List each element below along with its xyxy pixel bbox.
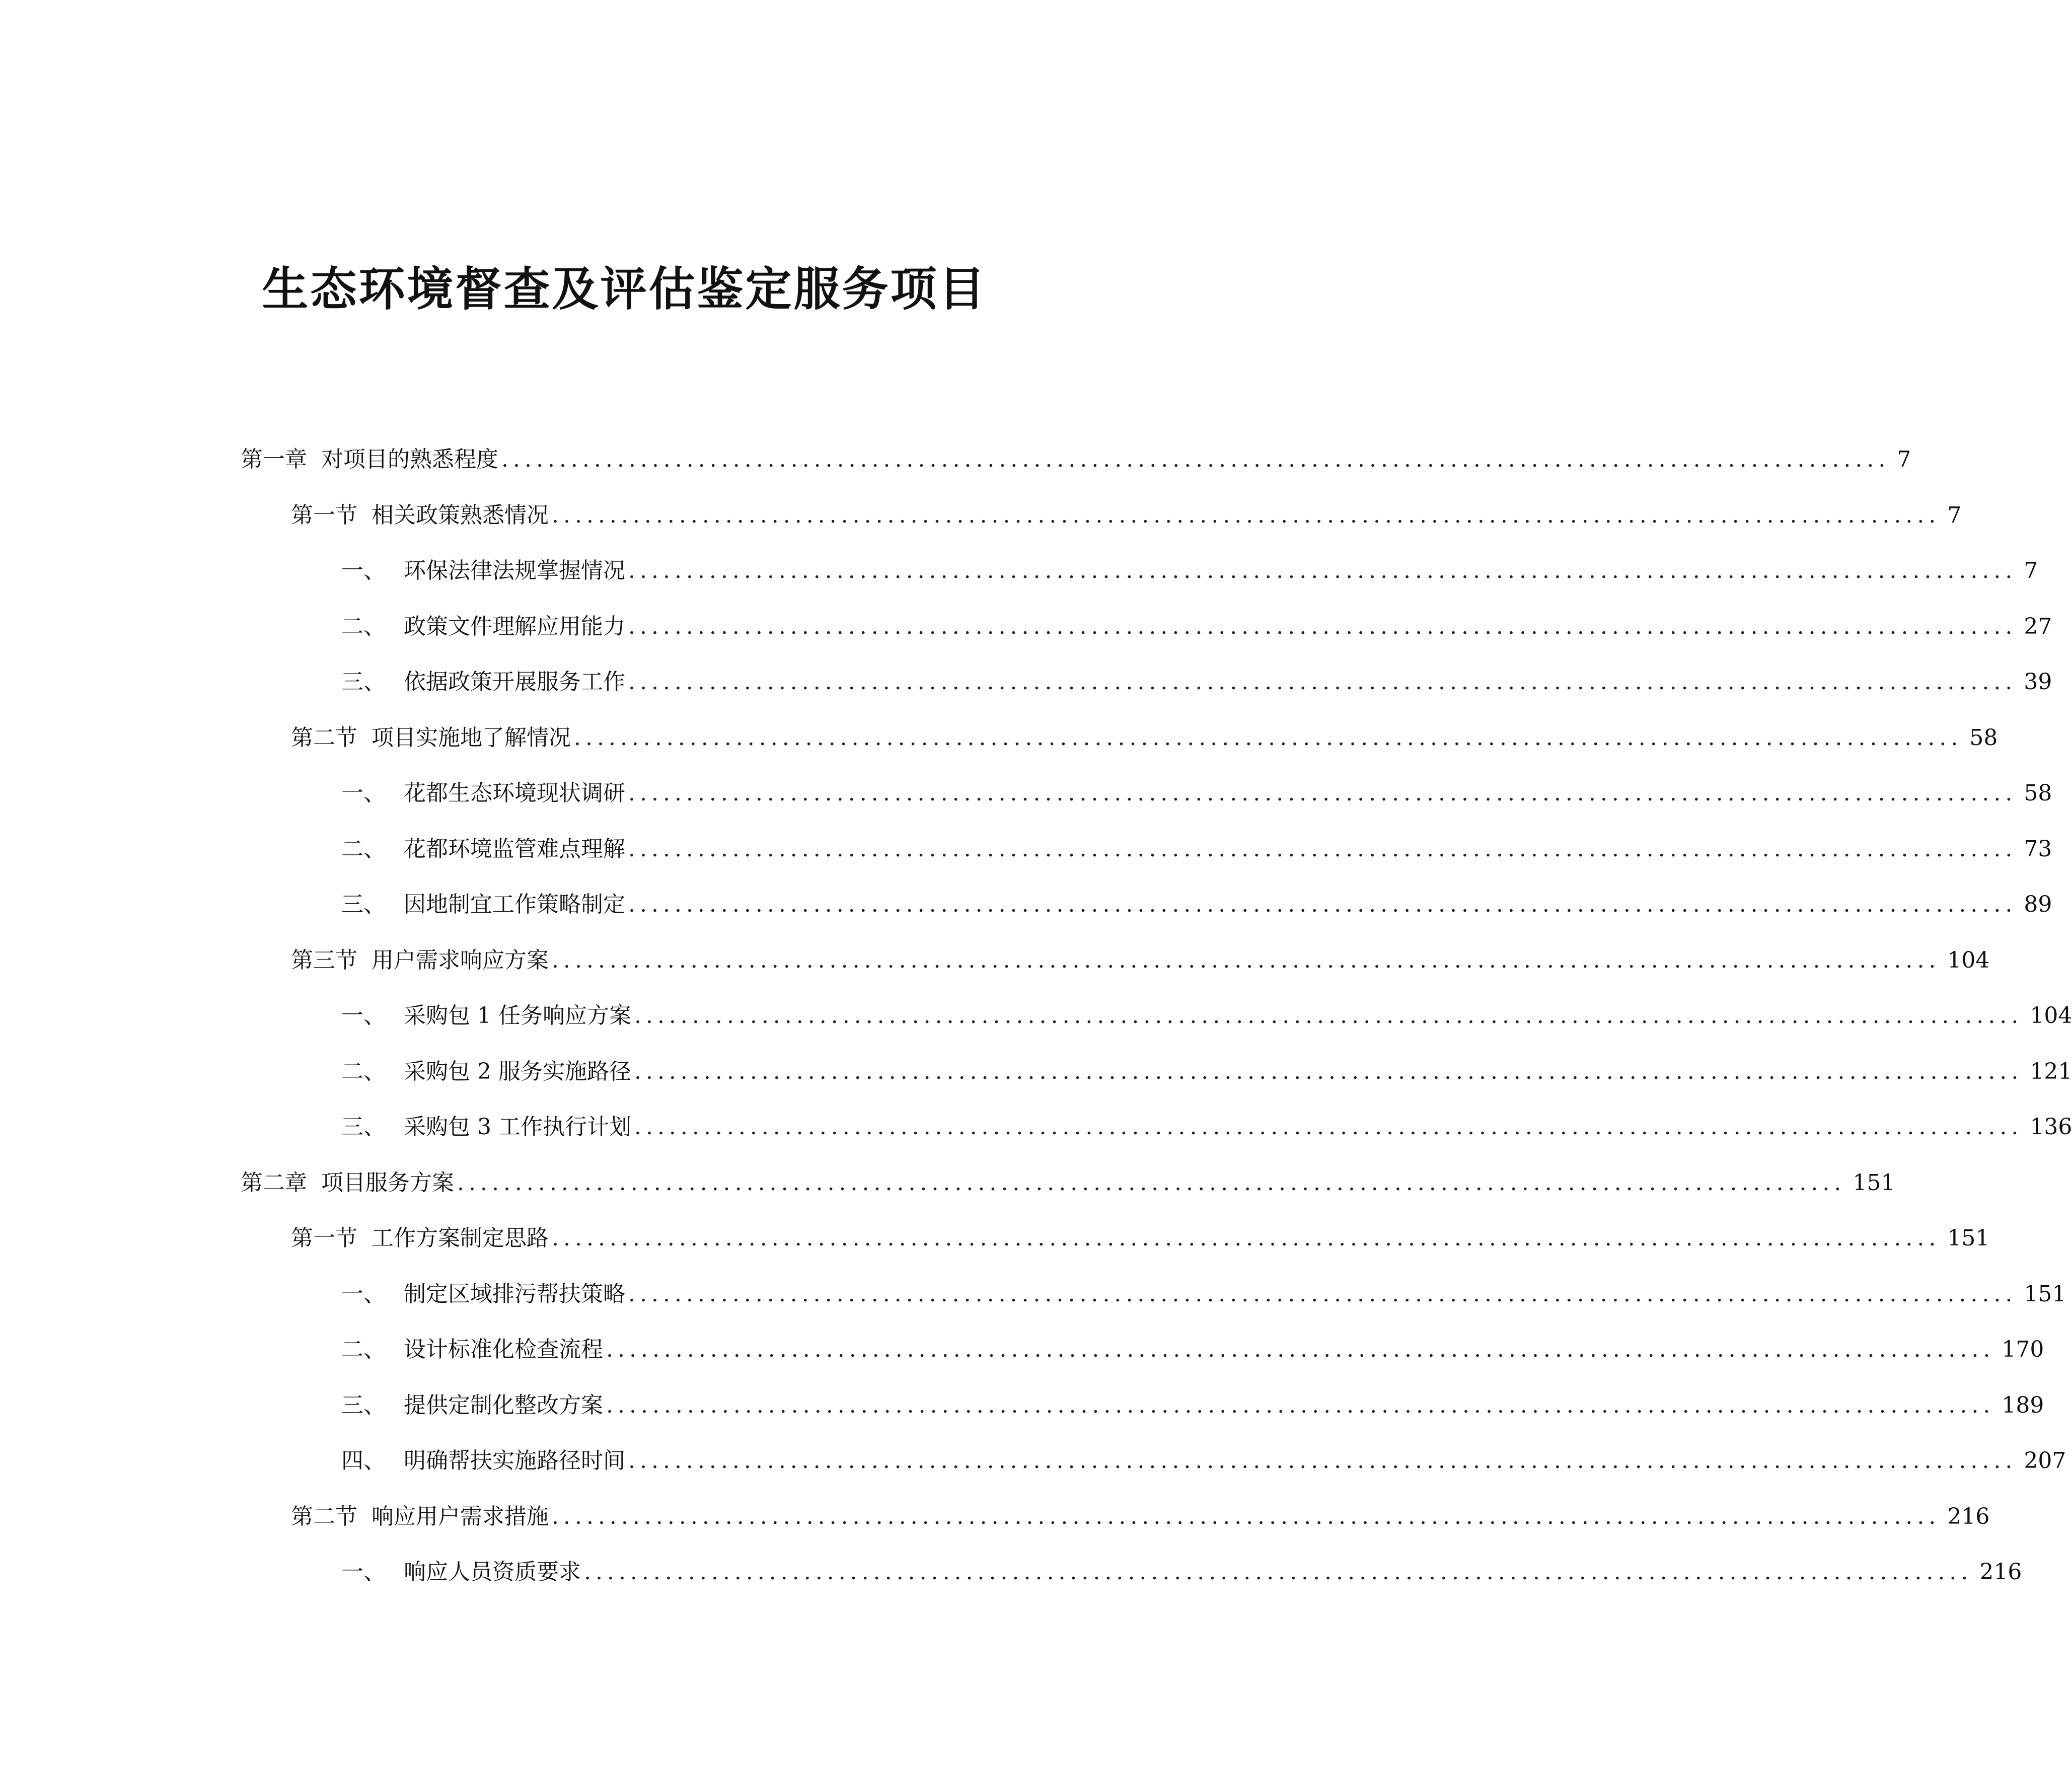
toc-entry-number: 第一节 [291,1225,357,1252]
toc-page-number: 170 [2002,1337,2044,1363]
toc-dot-leader: ........................................................................................................................ [628,558,2017,584]
toc-entry-number: 三、 [341,669,386,695]
toc-entry-number: 第二节 [291,1503,357,1529]
toc-entry-label: 因地制宜工作策略制定 [404,892,625,918]
toc-page-number: 7 [1947,502,1962,528]
toc-entry-level-3[interactable] [0,766,2052,822]
toc-entry-label: 花都环境监管难点理解 [404,836,625,862]
toc-entry-row [341,1558,2022,1586]
toc-entry-label: 响应用户需求措施 [372,1503,549,1529]
toc-page-number: 136 [2030,1114,2072,1140]
toc-entry-row [291,724,1998,752]
toc-dot-leader: ........................................................................................................................ [501,447,1890,473]
toc-entry-number: 一、 [341,1003,386,1029]
toc-dot-leader: ........................................................................................................................ [628,1281,2017,1307]
toc-page-number: 58 [1969,724,1998,751]
toc-entry-number: 一、 [341,780,386,806]
toc-dot-leader: ........................................................................................................................ [584,1559,1973,1585]
toc-entry-label: 采购包 1 任务响应方案 [404,1003,631,1029]
toc-entry-level-3[interactable] [0,988,2072,1044]
toc-dot-leader: ........................................................................................................................ [628,1448,2017,1474]
toc-entry-level-2[interactable] [0,710,1998,766]
toc-entry-row [291,1503,1990,1531]
toc-entry-row [341,891,2052,919]
toc-page-number: 104 [1947,947,1990,973]
toc-entry-row [241,1169,1895,1197]
toc-entry-number: 一、 [341,1281,386,1307]
toc-entry-number: 二、 [341,836,386,862]
toc-dot-leader: ........................................................................................................................ [628,892,2017,918]
toc-entry-number: 二、 [341,1058,386,1084]
toc-entry-number: 三、 [341,892,386,918]
toc-page-number: 151 [1853,1169,1895,1196]
toc-dot-leader: ........................................................................................................................ [457,1169,1846,1196]
toc-entry-label: 环保法律法规掌握情况 [404,558,625,584]
toc-page-number: 7 [1897,447,1911,473]
toc-entry-label: 相关政策熟悉情况 [372,502,549,528]
toc-page-number: 151 [1947,1225,1990,1252]
toc-entry-label: 政策文件理解应用能力 [404,613,625,639]
toc-dot-leader: ........................................................................................................................ [552,947,1941,973]
toc-entry-row [341,1447,2066,1475]
toc-dot-leader: ........................................................................................................................ [628,613,2017,639]
toc-entry-level-1[interactable] [0,432,1911,488]
toc-entry-level-3[interactable] [0,599,2052,655]
toc-entry-label: 设计标准化检查流程 [404,1337,603,1363]
toc-dot-leader: ........................................................................................................................ [634,1003,2023,1029]
toc-entry-row [291,1224,1990,1253]
toc-entry-row [341,1280,2066,1308]
toc-entry-level-3[interactable] [0,1544,2022,1600]
toc-entry-number: 二、 [341,1337,386,1363]
toc-entry-level-3[interactable] [0,543,2038,599]
toc-entry-row [291,501,1962,530]
toc-dot-leader: ........................................................................................................................ [552,502,1941,528]
toc-page-number: 216 [1947,1503,1990,1529]
toc-entry-label: 项目服务方案 [321,1169,454,1196]
toc-entry-level-2[interactable] [0,933,1990,989]
toc-entry-level-2[interactable] [0,1211,1990,1267]
toc-entry-level-3[interactable] [0,1322,2044,1378]
toc-page-number: 73 [2024,836,2052,862]
toc-entry-number: 三、 [341,1114,386,1140]
toc-entry-label: 制定区域排污帮扶策略 [404,1281,625,1307]
toc-entry-row [341,1002,2072,1030]
toc-entry-level-3[interactable] [0,654,2052,710]
toc-entry-number: 三、 [341,1392,386,1418]
toc-entry-row [241,446,1911,474]
table-of-contents [0,432,2072,1600]
toc-page-number: 151 [2024,1281,2066,1307]
toc-entry-number: 第二章 [241,1169,307,1196]
toc-page-number: 39 [2024,669,2052,695]
toc-entry-row [341,613,2052,641]
toc-entry-label: 工作方案制定思路 [372,1225,549,1252]
toc-entry-label: 响应人员资质要求 [404,1559,581,1585]
toc-entry-label: 项目实施地了解情况 [372,724,571,751]
toc-entry-label: 提供定制化整改方案 [404,1392,603,1418]
toc-page-number: 121 [2030,1058,2072,1084]
toc-page-number: 207 [2024,1448,2066,1474]
toc-entry-label: 依据政策开展服务工作 [404,669,625,695]
toc-entry-row [341,1113,2072,1141]
toc-entry-label: 对项目的熟悉程度 [321,447,498,473]
toc-dot-leader: ........................................................................................................................ [634,1058,2023,1084]
toc-entry-row [341,1058,2072,1086]
toc-entry-row [341,668,2052,696]
toc-entry-number: 一、 [341,1559,386,1585]
toc-entry-row [291,946,1990,975]
toc-entry-label: 用户需求响应方案 [372,947,549,973]
toc-entry-level-3[interactable] [0,1044,2072,1100]
toc-entry-number: 第一节 [291,502,357,528]
toc-entry-label: 花都生态环境现状调研 [404,780,625,806]
toc-dot-leader: ........................................................................................................................ [628,836,2017,862]
toc-dot-leader: ........................................................................................................................ [628,780,2017,806]
toc-entry-level-3[interactable] [0,877,2052,933]
toc-page-number: 7 [2024,558,2038,584]
toc-entry-level-3[interactable] [0,1433,2066,1489]
toc-page-number: 104 [2030,1003,2072,1029]
toc-dot-leader: ........................................................................................................................ [552,1225,1941,1252]
toc-entry-level-1[interactable] [0,1155,1895,1211]
toc-entry-row [341,779,2052,807]
toc-page-number: 189 [2002,1392,2044,1418]
toc-entry-level-2[interactable] [0,488,1962,544]
toc-entry-number: 第一章 [241,447,307,473]
toc-page-number: 89 [2024,892,2052,918]
document-title: 生态环境督查及评估鉴定服务项目 [262,262,987,316]
toc-dot-leader: ........................................................................................................................ [628,669,2017,695]
toc-entry-number: 一、 [341,558,386,584]
toc-entry-number: 第二节 [291,724,357,751]
toc-entry-label: 采购包 2 服务实施路径 [404,1058,631,1084]
toc-entry-number: 第三节 [291,947,357,973]
toc-entry-row [341,1336,2044,1364]
toc-entry-level-3[interactable] [0,1378,2044,1434]
toc-entry-number: 四、 [341,1448,386,1474]
toc-entry-level-3[interactable] [0,822,2052,877]
toc-page-number: 216 [1979,1559,2022,1585]
toc-entry-level-3[interactable] [0,1267,2066,1322]
toc-page-number: 58 [2024,780,2052,806]
toc-entry-number: 二、 [341,613,386,639]
toc-page-number: 27 [2024,613,2052,639]
toc-dot-leader: ........................................................................................................................ [606,1392,1995,1418]
toc-entry-label: 明确帮扶实施路径时间 [404,1448,625,1474]
toc-dot-leader: ........................................................................................................................ [552,1503,1941,1529]
toc-entry-label: 采购包 3 工作执行计划 [404,1114,631,1140]
toc-entry-level-3[interactable] [0,1099,2072,1155]
toc-dot-leader: ........................................................................................................................ [634,1114,2023,1140]
toc-entry-row [341,1391,2044,1420]
toc-entry-row [341,835,2052,863]
toc-entry-level-2[interactable] [0,1489,1990,1545]
toc-dot-leader: ........................................................................................................................ [574,724,1963,751]
toc-entry-row [341,557,2038,585]
toc-dot-leader: ........................................................................................................................ [606,1337,1995,1363]
